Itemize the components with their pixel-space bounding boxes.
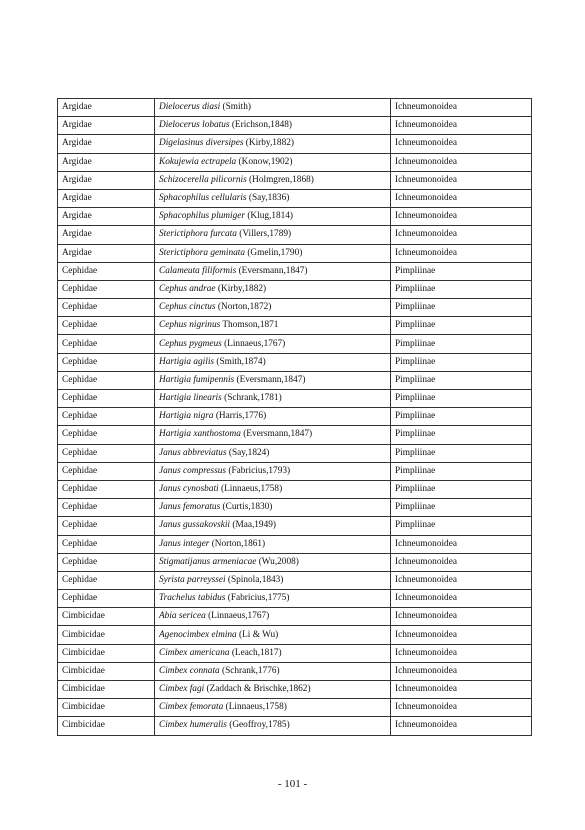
species-name: Cimbex humeralis bbox=[159, 720, 227, 731]
species-name: Hartigia linearis bbox=[159, 393, 222, 404]
family-cell: Argidae bbox=[58, 171, 155, 189]
species-author: (Kirby,1882) bbox=[217, 283, 267, 294]
species-cell bbox=[155, 480, 391, 498]
species-author: (Norton,1872) bbox=[217, 302, 272, 313]
species-name: Janus femoratus bbox=[159, 502, 221, 513]
species-name: Dielocerus lobatus bbox=[159, 120, 230, 131]
family-cell: Cephidae bbox=[58, 444, 155, 462]
table-row bbox=[58, 681, 532, 699]
group-cell: Ichneumonoidea bbox=[391, 135, 532, 153]
table-body bbox=[58, 99, 532, 736]
table-row bbox=[58, 153, 532, 171]
species-author: (Smith,1874) bbox=[216, 356, 266, 367]
group-cell: Pimpliinae bbox=[391, 517, 532, 535]
species-name: Kokujewia ectrapela bbox=[159, 156, 237, 167]
species-name: Janus compressus bbox=[159, 465, 227, 476]
species-cell bbox=[155, 262, 391, 280]
family-cell: Cephidae bbox=[58, 571, 155, 589]
table-row bbox=[58, 244, 532, 262]
species-author: (Spinola,1843) bbox=[227, 574, 284, 585]
species-cell bbox=[155, 299, 391, 317]
group-cell: Pimpliinae bbox=[391, 353, 532, 371]
table-row bbox=[58, 480, 532, 498]
family-cell: Cephidae bbox=[58, 353, 155, 371]
species-cell bbox=[155, 153, 391, 171]
species-name: Sphacophilus cellularis bbox=[159, 193, 247, 204]
species-cell bbox=[155, 644, 391, 662]
table-row bbox=[58, 171, 532, 189]
table-row bbox=[58, 117, 532, 135]
species-name: Cimbex femorata bbox=[159, 702, 224, 713]
table-row bbox=[58, 426, 532, 444]
group-cell: Pimpliinae bbox=[391, 262, 532, 280]
species-name: Hartigia agilis bbox=[159, 356, 215, 367]
group-cell: Ichneumonoidea bbox=[391, 99, 532, 117]
group-cell: Ichneumonoidea bbox=[391, 626, 532, 644]
family-cell: Cimbicidae bbox=[58, 608, 155, 626]
group-cell: Pimpliinae bbox=[391, 426, 532, 444]
species-name: Janus integer bbox=[159, 538, 210, 549]
species-author: (Maa,1949) bbox=[232, 520, 276, 531]
species-cell bbox=[155, 117, 391, 135]
table-row bbox=[58, 262, 532, 280]
table-row bbox=[58, 390, 532, 408]
species-cell bbox=[155, 608, 391, 626]
group-cell: Ichneumonoidea bbox=[391, 535, 532, 553]
family-cell: Cephidae bbox=[58, 426, 155, 444]
group-cell: Ichneumonoidea bbox=[391, 571, 532, 589]
species-cell bbox=[155, 462, 391, 480]
table-row bbox=[58, 717, 532, 735]
table-row bbox=[58, 590, 532, 608]
group-cell: Ichneumonoidea bbox=[391, 171, 532, 189]
table-row bbox=[58, 335, 532, 353]
family-cell: Argidae bbox=[58, 226, 155, 244]
species-author: Thomson,1871 bbox=[222, 320, 279, 331]
group-cell: Ichneumonoidea bbox=[391, 208, 532, 226]
group-cell: Pimpliinae bbox=[391, 390, 532, 408]
species-name: Agenocimbex elmina bbox=[159, 629, 237, 640]
species-cell bbox=[155, 662, 391, 680]
family-cell: Cephidae bbox=[58, 517, 155, 535]
table-row bbox=[58, 571, 532, 589]
table-row bbox=[58, 535, 532, 553]
family-cell: Cimbicidae bbox=[58, 699, 155, 717]
table-row bbox=[58, 299, 532, 317]
table-row bbox=[58, 371, 532, 389]
species-name: Cimbex fagi bbox=[159, 684, 205, 695]
species-cell bbox=[155, 571, 391, 589]
group-cell: Ichneumonoidea bbox=[391, 244, 532, 262]
family-cell: Cephidae bbox=[58, 262, 155, 280]
species-cell bbox=[155, 189, 391, 207]
species-author: (Holmgren,1868) bbox=[249, 174, 314, 185]
group-cell: Ichneumonoidea bbox=[391, 590, 532, 608]
species-name: Hartigia xanthostoma bbox=[159, 429, 241, 440]
family-cell: Cimbicidae bbox=[58, 626, 155, 644]
family-cell: Cephidae bbox=[58, 499, 155, 517]
family-cell: Cephidae bbox=[58, 299, 155, 317]
species-cell bbox=[155, 171, 391, 189]
group-cell: Ichneumonoidea bbox=[391, 608, 532, 626]
group-cell: Ichneumonoidea bbox=[391, 644, 532, 662]
group-cell: Pimpliinae bbox=[391, 335, 532, 353]
species-author: (Kirby,1882) bbox=[245, 138, 294, 149]
family-cell: Cephidae bbox=[58, 408, 155, 426]
species-author: (Harris,1776) bbox=[215, 411, 267, 422]
species-author: (Konow,1902) bbox=[238, 156, 293, 167]
species-author: (Klug,1814) bbox=[247, 211, 294, 222]
group-cell: Ichneumonoidea bbox=[391, 117, 532, 135]
species-name: Sterictiphora geminata bbox=[159, 247, 245, 258]
species-name: Hartigia fumipennis bbox=[159, 374, 235, 385]
species-cell bbox=[155, 626, 391, 644]
group-cell: Pimpliinae bbox=[391, 480, 532, 498]
group-cell: Ichneumonoidea bbox=[391, 699, 532, 717]
species-cell bbox=[155, 681, 391, 699]
table-row bbox=[58, 626, 532, 644]
species-name: Sphacophilus plumiger bbox=[159, 211, 245, 222]
species-author: (Schrank,1781) bbox=[224, 393, 282, 404]
family-cell: Cephidae bbox=[58, 480, 155, 498]
family-cell: Cephidae bbox=[58, 371, 155, 389]
table-row bbox=[58, 226, 532, 244]
family-cell: Cephidae bbox=[58, 335, 155, 353]
species-name: Dielocerus diasi bbox=[159, 102, 221, 113]
table-row bbox=[58, 662, 532, 680]
family-cell: Argidae bbox=[58, 153, 155, 171]
family-cell: Cimbicidae bbox=[58, 662, 155, 680]
family-cell: Cimbicidae bbox=[58, 681, 155, 699]
species-name: Hartigia nigra bbox=[159, 411, 214, 422]
group-cell: Pimpliinae bbox=[391, 280, 532, 298]
species-name: Janus abbreviatus bbox=[159, 447, 227, 458]
species-author: (Zaddach & Brischke,1862) bbox=[206, 684, 311, 695]
group-cell: Ichneumonoidea bbox=[391, 189, 532, 207]
family-cell: Argidae bbox=[58, 135, 155, 153]
species-name: Trachelus tabidus bbox=[159, 593, 226, 604]
group-cell: Ichneumonoidea bbox=[391, 717, 532, 735]
species-cell bbox=[155, 390, 391, 408]
species-name: Digelasinus diversipes bbox=[159, 138, 244, 149]
group-cell: Pimpliinae bbox=[391, 444, 532, 462]
species-table bbox=[57, 98, 532, 736]
species-author: (Linnaeus,1767) bbox=[224, 338, 286, 349]
species-author: (Say,1836) bbox=[248, 193, 290, 204]
species-author: (Eversmann,1847) bbox=[243, 429, 313, 440]
species-cell bbox=[155, 426, 391, 444]
species-name: Cimbex connata bbox=[159, 665, 220, 676]
species-cell bbox=[155, 335, 391, 353]
family-cell: Argidae bbox=[58, 117, 155, 135]
group-cell: Pimpliinae bbox=[391, 317, 532, 335]
species-cell bbox=[155, 244, 391, 262]
species-author: (Villers,1789) bbox=[239, 229, 292, 240]
table-row bbox=[58, 317, 532, 335]
species-name: Sterictiphora furcata bbox=[159, 229, 237, 240]
table-row bbox=[58, 462, 532, 480]
species-name: Cephus cinctus bbox=[159, 302, 216, 313]
species-name: Calameuta filiformis bbox=[159, 265, 237, 276]
species-name: Janus gussakovskii bbox=[159, 520, 231, 531]
table-row bbox=[58, 553, 532, 571]
table-row bbox=[58, 280, 532, 298]
table-row bbox=[58, 608, 532, 626]
group-cell: Ichneumonoidea bbox=[391, 226, 532, 244]
species-cell bbox=[155, 553, 391, 571]
species-author: (Gmelin,1790) bbox=[247, 247, 303, 258]
family-cell: Cephidae bbox=[58, 535, 155, 553]
species-author: (Smith) bbox=[222, 102, 251, 113]
group-cell: Pimpliinae bbox=[391, 499, 532, 517]
species-cell bbox=[155, 535, 391, 553]
species-name: Cimbex americana bbox=[159, 647, 230, 658]
species-cell bbox=[155, 408, 391, 426]
species-author: (Norton,1861) bbox=[211, 538, 266, 549]
species-author: (Linnaeus,1767) bbox=[208, 611, 270, 622]
group-cell: Ichneumonoidea bbox=[391, 681, 532, 699]
family-cell: Cephidae bbox=[58, 553, 155, 571]
species-author: (Erichson,1848) bbox=[231, 120, 292, 131]
group-cell: Ichneumonoidea bbox=[391, 153, 532, 171]
species-name: Stigmatijanus armeniacae bbox=[159, 556, 257, 567]
species-cell bbox=[155, 371, 391, 389]
family-cell: Cephidae bbox=[58, 390, 155, 408]
table-row bbox=[58, 499, 532, 517]
species-author: (Say,1824) bbox=[228, 447, 270, 458]
family-cell: Argidae bbox=[58, 244, 155, 262]
family-cell: Cephidae bbox=[58, 317, 155, 335]
table-row bbox=[58, 208, 532, 226]
species-cell bbox=[155, 353, 391, 371]
species-name: Syrista parreyssei bbox=[159, 574, 226, 585]
page-number: - 101 - bbox=[277, 778, 308, 790]
family-cell: Cephidae bbox=[58, 280, 155, 298]
family-cell: Cimbicidae bbox=[58, 717, 155, 735]
species-author: (Wu,2008) bbox=[258, 556, 299, 567]
species-cell bbox=[155, 317, 391, 335]
table-row bbox=[58, 644, 532, 662]
table-row bbox=[58, 99, 532, 117]
group-cell: Pimpliinae bbox=[391, 408, 532, 426]
species-author: (Linnaeus,1758) bbox=[220, 484, 283, 495]
species-cell bbox=[155, 99, 391, 117]
species-author: (Li & Wu) bbox=[239, 629, 279, 640]
species-name: Abia sericea bbox=[159, 611, 206, 622]
species-author: (Schrank,1776) bbox=[222, 665, 280, 676]
species-name: Schizocerella pilicornis bbox=[159, 174, 247, 185]
species-author: (Geoffroy,1785) bbox=[229, 720, 290, 731]
species-name: Janus cynosbati bbox=[159, 484, 219, 495]
family-cell: Cephidae bbox=[58, 590, 155, 608]
species-cell bbox=[155, 444, 391, 462]
species-author: (Fabricius,1793) bbox=[228, 465, 291, 476]
group-cell: Ichneumonoidea bbox=[391, 553, 532, 571]
table-row bbox=[58, 699, 532, 717]
species-cell bbox=[155, 226, 391, 244]
species-author: (Leach,1817) bbox=[231, 647, 282, 658]
species-author: (Linnaeus,1758) bbox=[225, 702, 287, 713]
group-cell: Pimpliinae bbox=[391, 462, 532, 480]
species-cell bbox=[155, 135, 391, 153]
family-cell: Argidae bbox=[58, 189, 155, 207]
group-cell: Pimpliinae bbox=[391, 371, 532, 389]
species-author: (Eversmann,1847) bbox=[236, 374, 306, 385]
table-row bbox=[58, 189, 532, 207]
species-name: Cephus pygmeus bbox=[159, 338, 222, 349]
species-cell bbox=[155, 208, 391, 226]
group-cell: Ichneumonoidea bbox=[391, 662, 532, 680]
species-author: (Curtis,1830) bbox=[222, 502, 273, 513]
species-cell bbox=[155, 590, 391, 608]
table-row bbox=[58, 408, 532, 426]
species-cell bbox=[155, 517, 391, 535]
table-row bbox=[58, 444, 532, 462]
table-row bbox=[58, 353, 532, 371]
family-cell: Cephidae bbox=[58, 462, 155, 480]
family-cell: Argidae bbox=[58, 99, 155, 117]
species-author: (Fabricius,1775) bbox=[227, 593, 290, 604]
family-cell: Cimbicidae bbox=[58, 644, 155, 662]
table-row bbox=[58, 135, 532, 153]
species-cell bbox=[155, 699, 391, 717]
species-author: (Eversmann,1847) bbox=[238, 265, 308, 276]
species-name: Cephus nigrinus bbox=[159, 320, 221, 331]
group-cell: Pimpliinae bbox=[391, 299, 532, 317]
species-cell bbox=[155, 280, 391, 298]
table-row bbox=[58, 517, 532, 535]
species-name: Cephus andrae bbox=[159, 283, 216, 294]
species-cell bbox=[155, 717, 391, 735]
family-cell: Argidae bbox=[58, 208, 155, 226]
species-cell bbox=[155, 499, 391, 517]
